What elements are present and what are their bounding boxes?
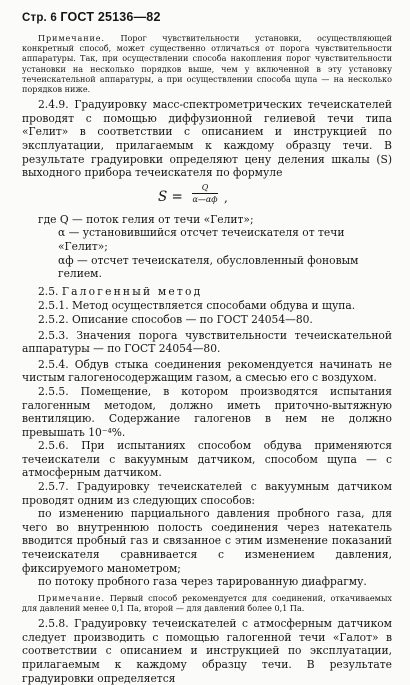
section-2-5-heading xyxy=(22,285,392,299)
section-number: 2.5. xyxy=(38,284,59,298)
paragraph-2-5-7: 2.5.7. Градуировку течеискателей с вакуумным датчиком проводят одним из следующих способов: xyxy=(22,480,392,507)
page-header xyxy=(22,10,392,24)
paragraph-2-5-7-option-2: по потоку пробного газа через тарированную диафрагму. xyxy=(38,575,367,589)
definition-alpha: α — установившийся отсчет течеискателя от течи «Гелит»; xyxy=(58,226,345,253)
formula-denominator: α—αф xyxy=(192,194,218,204)
paragraph-2-5-8: 2.5.8. Градуировку течеискателей с атмосферным датчиком следует производить с помощью галогенной течи «Галот» в соответствии с описанием и инструкцией по эксплуатации, прилагаемым к каждому образцу течи. В результате градуировки определяется xyxy=(22,617,392,685)
paragraph-2-4-9: 2.4.9. Градуировку масс-спектрометрических течеискателей проводят с помощью диффузионной гелиевой течи типа «Гелит» в соответствии с описанием и инструкцией по эксплуатации, прилагаемым к каждому образцу течи. В результате градуировки определяют цену деления шкалы (S) выходного прибора течеискателя по формуле xyxy=(22,98,392,180)
page-label: Стр. 6 xyxy=(22,12,57,24)
definition-alpha-f: αф — отсчет течеискателя, обусловленный фоновым гелием. xyxy=(58,253,359,281)
paragraph-2-5-2: 2.5.2. Описание способов — по ГОСТ 24054—80. xyxy=(38,312,313,326)
note-2-lead: Примечание. xyxy=(38,592,105,603)
paragraph-2-5-5: 2.5.5. Помещение, в котором производятся испытания галогенным методом, должно иметь приточно-вытяжную вентиляцию. Содержание галогенов в нем не должно превышать 10⁻⁴%. xyxy=(22,384,392,439)
document-page xyxy=(22,10,392,685)
formula-fraction xyxy=(192,183,218,204)
section-title: Галогенный метод xyxy=(61,284,203,298)
standard-number: ГОСТ 25136—82 xyxy=(60,10,161,24)
note-2 xyxy=(22,593,392,613)
formula-lhs: S = xyxy=(158,188,183,205)
note-1 xyxy=(22,33,392,94)
note-1-lead: Примечание. xyxy=(38,33,105,43)
formula xyxy=(22,182,392,212)
paragraph-2-5-3: 2.5.3. Значения порога чувствительности течеискательной аппаратуры — по ГОСТ 24054—80. xyxy=(22,328,392,356)
paragraph-2-5-6: 2.5.6. При испытаниях способом обдува применяются течеискатели с вакуумным датчиком, способом щупа — с атмосферным датчиком. xyxy=(22,439,392,480)
note-1-text: Порог чувствительности установки, осуществляющей конкретный способ, может существенно отличаться от порога чувствительности аппаратуры. Так, при осуществлении способа накопления порог чувствительности установки на несколько порядков выше, чем у включенной в эту установку течеискательной аппаратуры, а при осуществлении способа щупа — на несколько порядков ниже. xyxy=(22,33,392,95)
paragraph-2-5-7-option-1: по изменению парциального давления пробного газа, для чего во внутреннюю полость соединения через натекатель вводится пробный газ и связанное с этим изменение показаний течеискателя сравнивается с изменением давления, фиксируемого манометром; xyxy=(22,507,392,575)
paragraph-2-5-4: 2.5.4. Обдув стыка соединения рекомендуется начинать не чистым галогеносодержащим газом, а смесью его с воздухом. xyxy=(22,357,392,385)
definition-q: где Q — поток гелия от течи «Гелит»; xyxy=(38,212,254,226)
formula-comma: , xyxy=(224,190,228,205)
note-2-text: Первый способ рекомендуется для соединений, откачиваемых для давлений менее 0,1 Па, второй — для давлений более 0,1 Па. xyxy=(22,592,392,614)
formula-numerator: Q xyxy=(201,182,209,192)
paragraph-2-5-1: 2.5.1. Метод осуществляется способами обдува и щупа. xyxy=(38,299,356,313)
